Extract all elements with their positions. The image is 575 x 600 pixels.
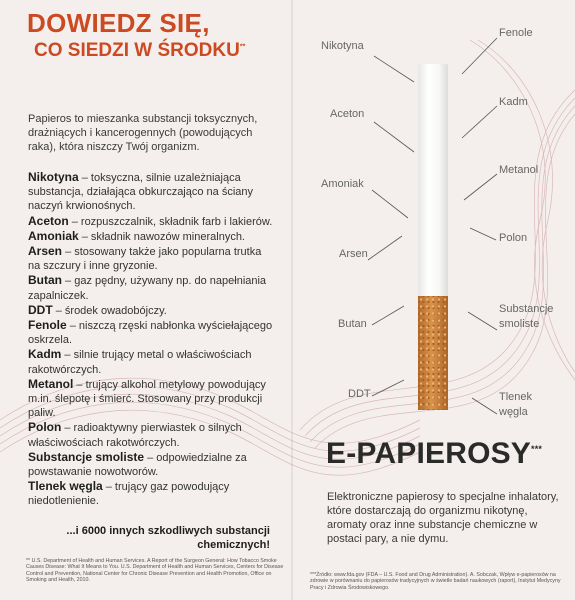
diagram-label-kadm: Kadm (499, 96, 528, 108)
diagram-label-substancje-smoliste: Substancje smoliste (499, 303, 554, 330)
leader-line-smoliste (468, 312, 497, 330)
leader-line-butan (372, 306, 404, 325)
intro-paragraph: Papieros to mieszanka substancji toksycznych, drażniących i kancerogennych (powodujących raka), która niszczy Twój organizm. (28, 113, 258, 153)
leader-line-polon (470, 228, 496, 240)
footnote-sources-left: ** U.S. Department of Health and Human Services. A Report of the Surgeon General: How Tobacco Smoke Causes Disease: What It Means to You. U.S. Department of Health and Human Services, Centers for Disease Control and Prevention, National Center for Chronic Disease Prevention and Health Promotion, Office on Smoking and Health, 2010. (26, 558, 284, 584)
leader-line-tlenek (472, 398, 497, 414)
definition-item: Fenole – niszczą rzęski nabłonka wyściełającego oskrzela. (28, 318, 273, 347)
more-substances-note: ...i 6000 innych szkodliwych substancji chemicznych! (66, 525, 270, 551)
diagram-label-tlenek-wegla: Tlenek węgla (499, 391, 533, 418)
definition-item: Substancje smoliste – odpowiedzialne za powstawanie nowotworów. (28, 449, 247, 479)
definition-item: Metanol – trujący alkohol metylowy powodujący m.in. ślepotę i śmierć. Stosowany przy produkcji paliw. (28, 376, 266, 420)
leader-line-kadm (462, 106, 497, 138)
subheadline: CO SIEDZI W ŚRODKU** (34, 40, 246, 61)
footnote-sources-right: ***Źródło: www.fda.gov (FDA – U.S. Food and Drug Administration). A. Sobczak, Wpływ e-papierosów na zdrowie w porównaniu do papierosów tradycyjnych w świetle badań naukowych (raport), Instytut Medycyny Pracy i Zdrowia Środowiskowego. (310, 572, 561, 591)
diagram-label-ddt: DDT (348, 388, 371, 400)
e-cigarettes-heading: E-PAPIEROSY*** (326, 437, 543, 470)
definition-item: Arsen – stosowany także jako popularna trutka na szczury i inne gryzonie. (28, 244, 262, 273)
definition-item: Butan – gaz pędny, używany np. do napełniania zapalniczek. (28, 273, 267, 302)
definition-item: Amoniak – składnik nawozów mineralnych. (28, 228, 245, 243)
leader-line-aceton (374, 122, 414, 152)
definition-item: DDT – środek owadobójczy. (28, 302, 167, 317)
headline: DOWIEDZ SIĘ, (27, 8, 210, 38)
definition-item: Polon – radioaktywny pierwiastek o silnych właściwościach rakotwórczych. (28, 420, 242, 449)
leader-line-nikotyna (374, 56, 414, 82)
leader-line-fenole (462, 38, 497, 74)
e-cigarettes-paragraph: Elektroniczne papierosy to specjalne inhalatory, które dostarczają do organizmu nikotynę, aromaty oraz inne substancje chemiczne w postaci pary, a nie dymu. (327, 491, 559, 545)
definition-item: Aceton – rozpuszczalnik, składnik farb i lakierów. (28, 213, 273, 228)
definition-item: Nikotyna – toksyczna, silnie uzależniająca substancja, działająca obkurczająco na ściany naczyń krwionośnych. (28, 170, 254, 213)
diagram-label-butan: Butan (338, 318, 367, 330)
definition-item: Kadm – silnie trujący metal o właściwościach rakotwórczych. (28, 347, 252, 376)
leader-line-arsen (368, 236, 402, 260)
diagram-label-arsen: Arsen (339, 248, 368, 260)
diagram-label-nikotyna: Nikotyna (321, 40, 364, 52)
diagram-label-polon: Polon (499, 232, 528, 244)
leader-line-metanol (464, 174, 497, 200)
diagram-label-metanol: Metanol (499, 164, 539, 176)
diagram-label-fenole: Fenole (499, 27, 533, 39)
definition-item: Tlenek węgla – trujący gaz powodujący niedotlenienie. (28, 479, 230, 508)
leader-line-ddt (372, 380, 404, 396)
diagram-label-aceton: Aceton (330, 108, 365, 120)
leader-line-amoniak (372, 190, 408, 218)
diagram-label-amoniak: Amoniak (321, 178, 364, 190)
